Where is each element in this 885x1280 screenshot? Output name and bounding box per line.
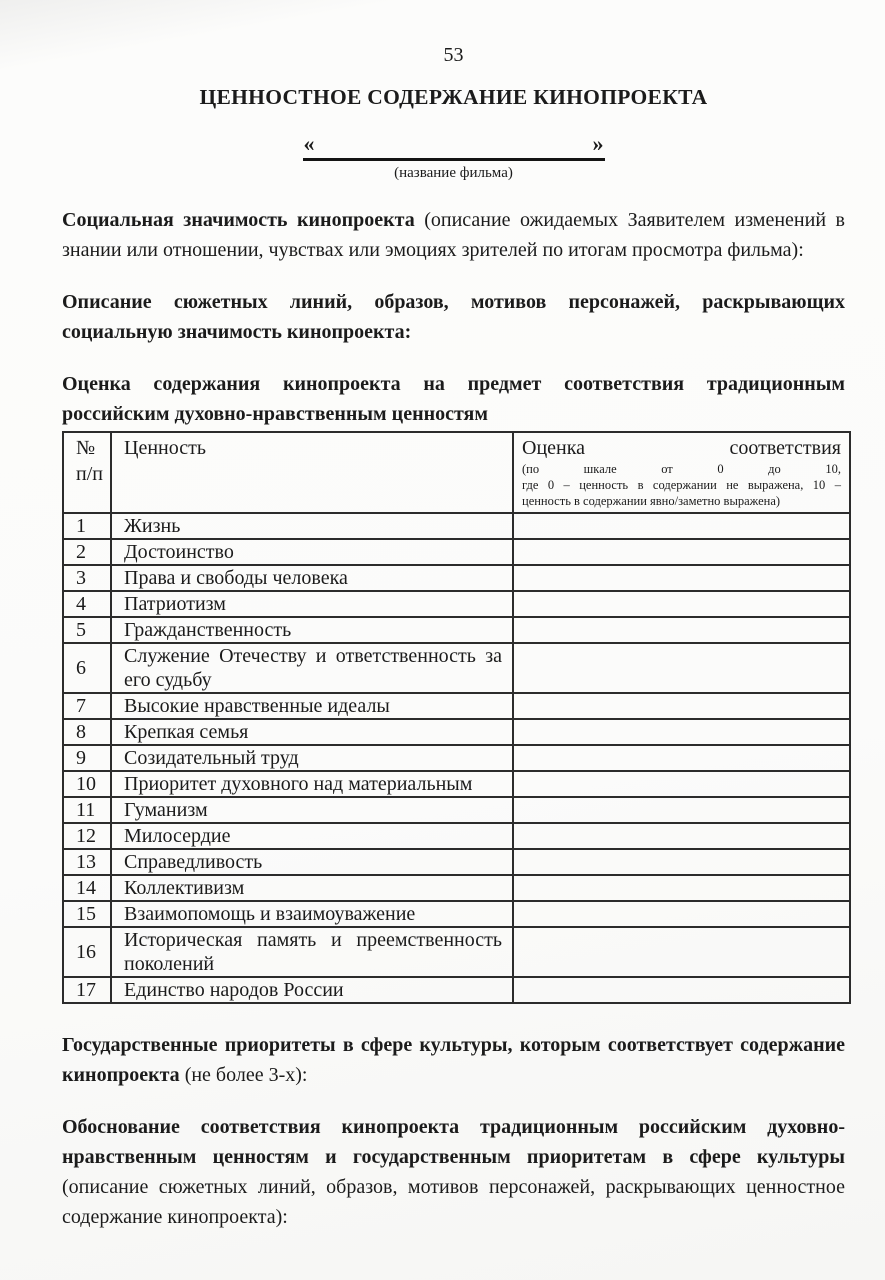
table-row xyxy=(63,901,850,927)
row-number: 11 xyxy=(63,797,111,823)
row-value: Права и свободы человека xyxy=(111,565,513,591)
row-value: Гражданственность xyxy=(111,617,513,643)
values-table xyxy=(62,431,851,1004)
row-number: 12 xyxy=(63,823,111,849)
table-row xyxy=(63,797,850,823)
header-score-cell xyxy=(513,432,850,513)
state-priorities-paragraph xyxy=(62,1030,845,1090)
header-score-title xyxy=(522,435,841,461)
table-row xyxy=(63,643,850,693)
row-number: 4 xyxy=(63,591,111,617)
score-cell[interactable] xyxy=(513,797,850,823)
score-cell[interactable] xyxy=(513,539,850,565)
header-num-line2: п/п xyxy=(76,463,103,485)
row-number: 14 xyxy=(63,875,111,901)
header-score-note-line3: ценность в содержании явно/заметно выражена) xyxy=(522,494,781,508)
score-cell[interactable] xyxy=(513,977,850,1003)
row-value: Коллективизм xyxy=(111,875,513,901)
table-row xyxy=(63,875,850,901)
row-value: Милосердие xyxy=(111,823,513,849)
score-cell[interactable] xyxy=(513,901,850,927)
close-guillemet: » xyxy=(592,131,604,156)
social-significance-paragraph xyxy=(62,205,845,265)
score-cell[interactable] xyxy=(513,771,850,797)
row-number: 10 xyxy=(63,771,111,797)
values-table-heading: Оценка содержания кинопроекта на предмет соответствия традиционным российским духовно-нравственным ценностям xyxy=(62,373,845,425)
page-number: 53 xyxy=(443,44,464,66)
row-value: Гуманизм xyxy=(111,797,513,823)
row-number: 17 xyxy=(63,977,111,1003)
row-number: 13 xyxy=(63,849,111,875)
row-number: 9 xyxy=(63,745,111,771)
table-row xyxy=(63,513,850,539)
row-value: Жизнь xyxy=(111,513,513,539)
table-row xyxy=(63,719,850,745)
document-title: ЦЕННОСТНОЕ СОДЕРЖАНИЕ КИНОПРОЕКТА xyxy=(199,85,708,109)
row-number: 6 xyxy=(63,643,111,693)
justification-note: (описание сюжетных линий, образов, мотивов персонажей, раскрывающих ценностное содержание кинопроекта): xyxy=(62,1176,845,1228)
score-cell[interactable] xyxy=(513,513,850,539)
table-header-row xyxy=(63,432,850,513)
score-cell[interactable] xyxy=(513,591,850,617)
row-value: Единство народов России xyxy=(111,977,513,1003)
score-cell[interactable] xyxy=(513,745,850,771)
state-priorities-label: Государственные приоритеты в сфере культуры, которым соответствует содержание кинопроекта xyxy=(62,1034,845,1086)
header-num-cell xyxy=(63,432,111,513)
row-value: Созидательный труд xyxy=(111,745,513,771)
score-cell[interactable] xyxy=(513,875,850,901)
row-number: 16 xyxy=(63,927,111,977)
row-value: Взаимопомощь и взаимоуважение xyxy=(111,901,513,927)
film-title-section xyxy=(62,130,845,183)
header-value-cell: Ценность xyxy=(111,432,513,513)
header-score-title-left: Оценка xyxy=(522,437,586,459)
row-value: Достоинство xyxy=(111,539,513,565)
table-row xyxy=(63,849,850,875)
justification-paragraph xyxy=(62,1112,845,1232)
header-num-line1: № xyxy=(76,437,96,459)
score-cell[interactable] xyxy=(513,643,850,693)
table-row xyxy=(63,823,850,849)
row-value: Крепкая семья xyxy=(111,719,513,745)
film-title-caption: (название фильма) xyxy=(394,165,513,181)
score-cell[interactable] xyxy=(513,617,850,643)
row-number: 8 xyxy=(63,719,111,745)
score-cell[interactable] xyxy=(513,565,850,591)
table-row xyxy=(63,745,850,771)
header-score-note-line1: (по шкале от 0 до 10, xyxy=(522,462,841,476)
social-significance-label: Социальная значимость кинопроекта xyxy=(62,209,415,231)
header-score-title-right: соответствия xyxy=(729,437,841,459)
row-value: Высокие нравственные идеалы xyxy=(111,693,513,719)
score-cell[interactable] xyxy=(513,823,850,849)
row-number: 5 xyxy=(63,617,111,643)
table-row xyxy=(63,771,850,797)
row-value: Служение Отечеству и ответственность за его судьбу xyxy=(111,643,513,693)
table-row xyxy=(63,539,850,565)
row-value: Патриотизм xyxy=(111,591,513,617)
row-number: 1 xyxy=(63,513,111,539)
header-score-note-line2: где 0 – ценность в содержании не выражена, 10 – xyxy=(522,478,841,492)
row-value: Историческая память и преемственность поколений xyxy=(111,927,513,977)
table-row xyxy=(63,927,850,977)
score-cell[interactable] xyxy=(513,849,850,875)
table-row xyxy=(63,591,850,617)
row-number: 2 xyxy=(63,539,111,565)
score-cell[interactable] xyxy=(513,719,850,745)
justification-label: Обоснование соответствия кинопроекта традиционным российским духовно-нравственным ценностям и государственным приоритетам в сфере культуры xyxy=(62,1116,845,1168)
social-significance-note: (описание ожидаемых Заявителем изменений в знании или отношении, чувствах или эмоциях зрителей по итогам просмотра фильма): xyxy=(62,209,845,261)
score-cell[interactable] xyxy=(513,693,850,719)
table-row xyxy=(63,977,850,1003)
film-title-blank[interactable] xyxy=(303,130,605,161)
table-row xyxy=(63,565,850,591)
row-value: Приоритет духовного над материальным xyxy=(111,771,513,797)
open-guillemet: « xyxy=(303,131,315,156)
row-number: 15 xyxy=(63,901,111,927)
row-value: Справедливость xyxy=(111,849,513,875)
table-row xyxy=(63,617,850,643)
table-row xyxy=(63,693,850,719)
plot-description-heading: Описание сюжетных линий, образов, мотивов персонажей, раскрывающих социальную значимость кинопроекта: xyxy=(62,291,845,343)
state-priorities-note: (не более 3-х): xyxy=(179,1064,308,1086)
row-number: 7 xyxy=(63,693,111,719)
score-cell[interactable] xyxy=(513,927,850,977)
row-number: 3 xyxy=(63,565,111,591)
